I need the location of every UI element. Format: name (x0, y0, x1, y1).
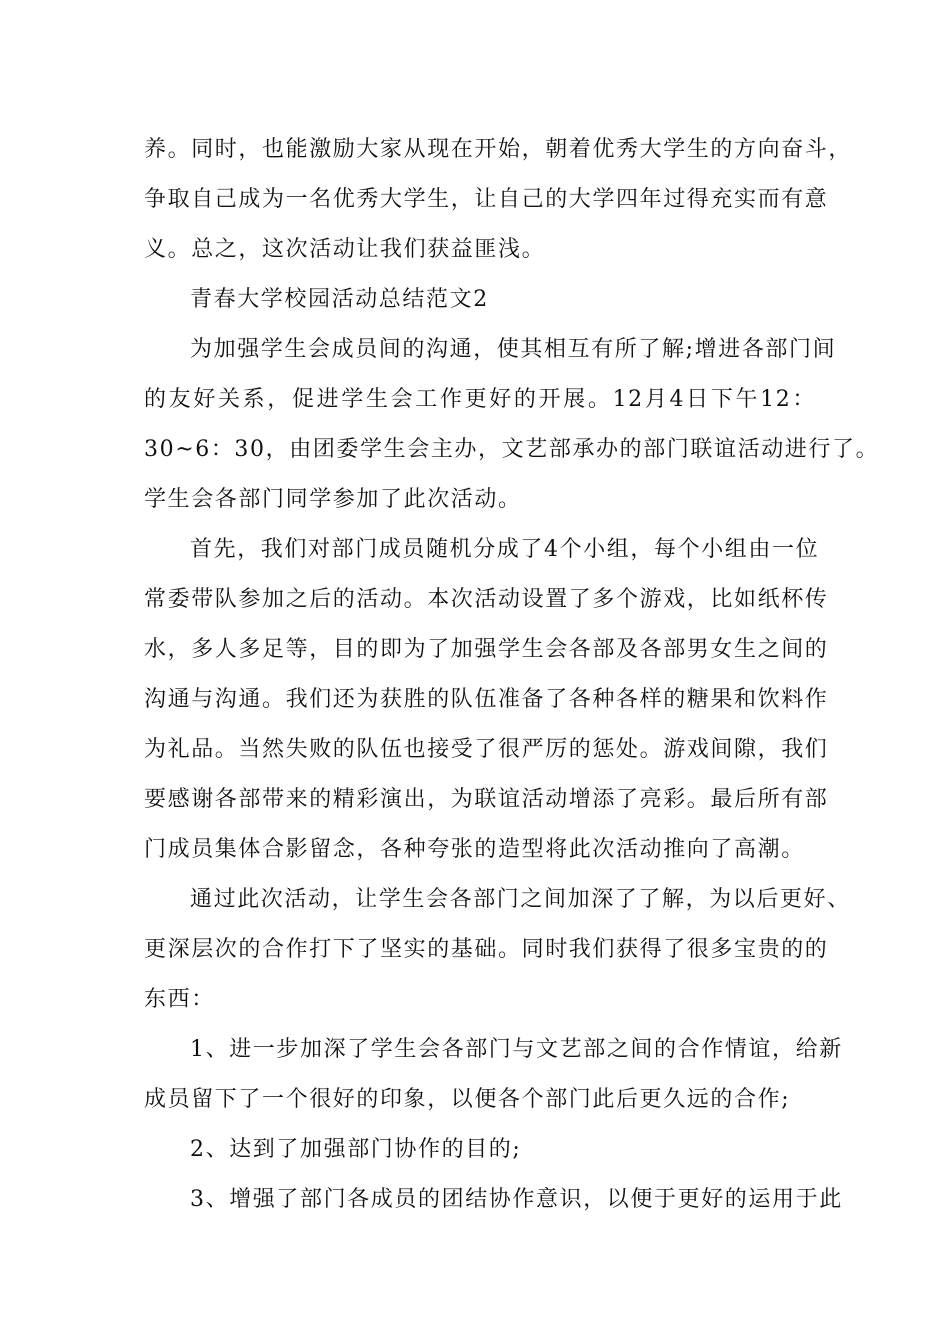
section-heading: 青春大学校园活动总结范文2 (190, 287, 489, 312)
list-item-2 (144, 1125, 816, 1175)
paragraph-intro (144, 325, 880, 525)
text-line: 30~6：30，由团委学生会主办，文艺部承办的部门联谊活动进行了。 (144, 437, 880, 462)
text-line: 为加强学生会成员间的沟通，使其相互有所了解;增进各部门间 (190, 337, 837, 362)
list-item-3 (144, 1175, 843, 1225)
text-line: 为礼品。当然失败的队伍也接受了很严厉的惩处。游戏间隙，我们 (144, 737, 829, 762)
list-item-1 (144, 1025, 843, 1125)
document-body (144, 125, 880, 1225)
paragraph-activities (144, 525, 829, 875)
text-line: 首先，我们对部门成员随机分成了4个小组，每个小组由一位 (190, 537, 820, 562)
paragraph-outcome (144, 875, 851, 1025)
text-line: 争取自己成为一名优秀大学生，让自己的大学四年过得充实而有意 (144, 187, 829, 212)
text-line: 东西： (144, 987, 215, 1012)
text-line: 的友好关系，促进学生会工作更好的开展。12月4日下午12： (144, 387, 816, 412)
text-line: 通过此次活动，让学生会各部门之间加深了了解，为以后更好、 (190, 887, 851, 912)
text-line: 要感谢各部带来的精彩演出，为联谊活动增添了亮彩。最后所有部 (144, 787, 829, 812)
text-line: 沟通与沟通。我们还为获胜的队伍准备了各种各样的糖果和饮料作 (144, 687, 829, 712)
text-line: 常委带队参加之后的活动。本次活动设置了多个游戏，比如纸杯传 (144, 587, 829, 612)
text-line: 门成员集体合影留念，各种夸张的造型将此次活动推向了高潮。 (144, 837, 805, 862)
text-line: 水，多人多足等，目的即为了加强学生会各部及各部男女生之间的 (144, 637, 829, 662)
text-line: 养。同时，也能激励大家从现在开始，朝着优秀大学生的方向奋斗， (144, 137, 853, 162)
paragraph-continued (144, 125, 853, 275)
text-line: 义。总之，这次活动让我们获益匪浅。 (144, 237, 546, 262)
text-line: 2、达到了加强部门协作的目的; (190, 1137, 522, 1162)
text-line: 学生会各部门同学参加了此次活动。 (144, 487, 522, 512)
text-line: 3、增强了部门各成员的团结协作意识，以便于更好的运用于此 (190, 1187, 843, 1212)
text-line: 更深层次的合作打下了坚实的基础。同时我们获得了很多宝贵的的 (144, 937, 829, 962)
text-line: 1、进一步加深了学生会各部门与文艺部之间的合作情谊，给新 (190, 1037, 843, 1062)
text-line: 成员留下了一个很好的印象，以便各个部门此后更久远的合作; (144, 1087, 791, 1112)
